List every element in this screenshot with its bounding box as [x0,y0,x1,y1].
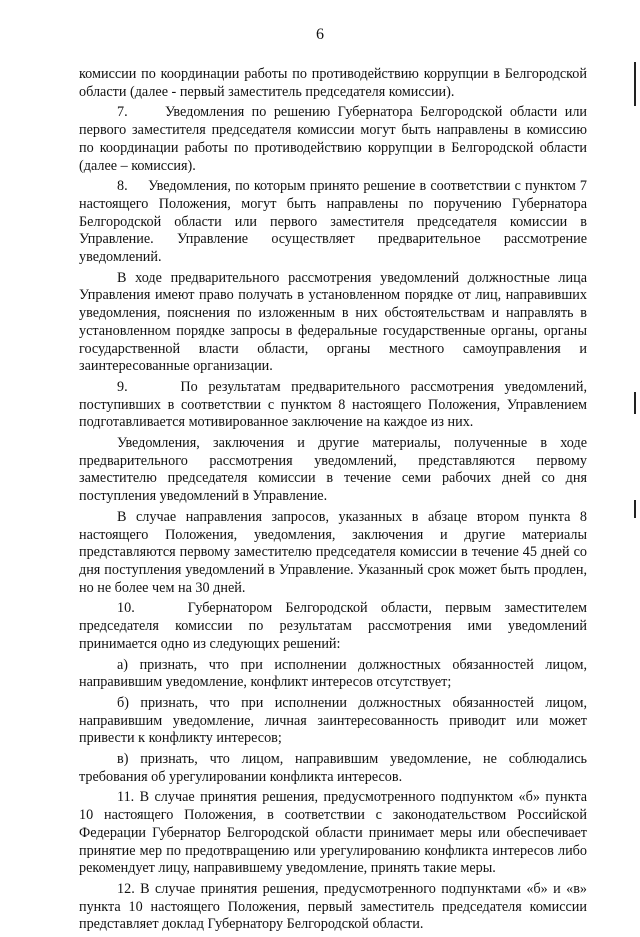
paragraph-decision-a: а) признать, что при исполнении должностных обязанностей лицом, направившим уведомление, конфликт интересов отсутствует; [79,656,587,691]
paragraph-item-9: 9. По результатам предварительного рассмотрения уведомлений, поступивших в соответствии с пунктом 8 настоящего Положения, Управлением подготавливается мотивированное заключение на каждое из них. [79,378,587,431]
paragraph-decision-b: б) признать, что при исполнении должностных обязанностей лицом, направившим уведомление, личная заинтересованность приводит или может привести к конфликту интересов; [79,694,587,747]
scan-edge-mark [634,392,636,414]
document-body [79,66,587,937]
paragraph-request-deadline: В случае направления запросов, указанных в абзаце втором пункта 8 настоящего Положения, уведомления, заключения и другие материалы представляются первому заместителю председателя комиссии в течение 45 дней со дня поступления уведомлений в Управление. Указанный срок может быть продлен, но не более чем на 30 дней. [79,508,587,596]
paragraph-continuation: комиссии по координации работы по противодействию коррупции в Белгородской области (далее - первый заместитель председателя комиссии). [79,66,587,100]
paragraph-preliminary-review: В ходе предварительного рассмотрения уведомлений должностные лица Управления имеют право получать в установленном порядке от лиц, направивших уведомления, пояснения по изложенным в них обстоятельствам и направлять в установленном порядке запросы в федеральные государственные органы, органы государственной власти области, органы местного самоуправления и заинтересованные организации. [79,269,587,375]
paragraph-item-7: 7. Уведомления по решению Губернатора Белгородской области или первого заместителя председателя комиссии могут быть направлены в комиссию по координации работы по противодействию коррупции в Белгородской области (далее – комиссия). [79,104,587,174]
scan-edge-mark [634,500,636,518]
page-number: 6 [316,26,324,43]
paragraph-decision-c: в) признать, что лицом, направившим уведомление, не соблюдались требования об урегулировании конфликта интересов. [79,751,587,785]
paragraph-materials-submission: Уведомления, заключения и другие материалы, полученные в ходе предварительного рассмотрения уведомлений, представляются первому заместителю председателя комиссии в течение семи рабочих дней со дня поступления уведомлений в Управление. [79,435,587,505]
scan-edge-mark [634,62,636,106]
paragraph-item-10: 10. Губернатором Белгородской области, первым заместителем председателя комиссии по результатам рассмотрения ими уведомлений принимается одно из следующих решений: [79,600,587,652]
paragraph-item-12: 12. В случае принятия решения, предусмотренного подпунктами «б» и «в» пункта 10 настоящего Положения, первый заместитель председателя комиссии представляет доклад Губернатору Белгородской области. [79,880,587,933]
paragraph-item-8: 8. Уведомления, по которым принято решение в соответствии с пунктом 7 настоящего Положения, могут быть направлены по поручению Губернатора Белгородской области или первого заместителя председателя комиссии в Управление. Управление осуществляет предварительное рассмотрение уведомлений. [79,178,587,266]
paragraph-item-11: 11. В случае принятия решения, предусмотренного подпунктом «б» пункта 10 настоящего Положения, в соответствии с законодательством Российской Федерации Губернатор Белгородской области принимает меры или обеспечивает принятие мер по предотвращению или урегулированию конфликта интересов либо рекомендует лицу, направившему уведомление, принять такие меры. [79,789,587,877]
